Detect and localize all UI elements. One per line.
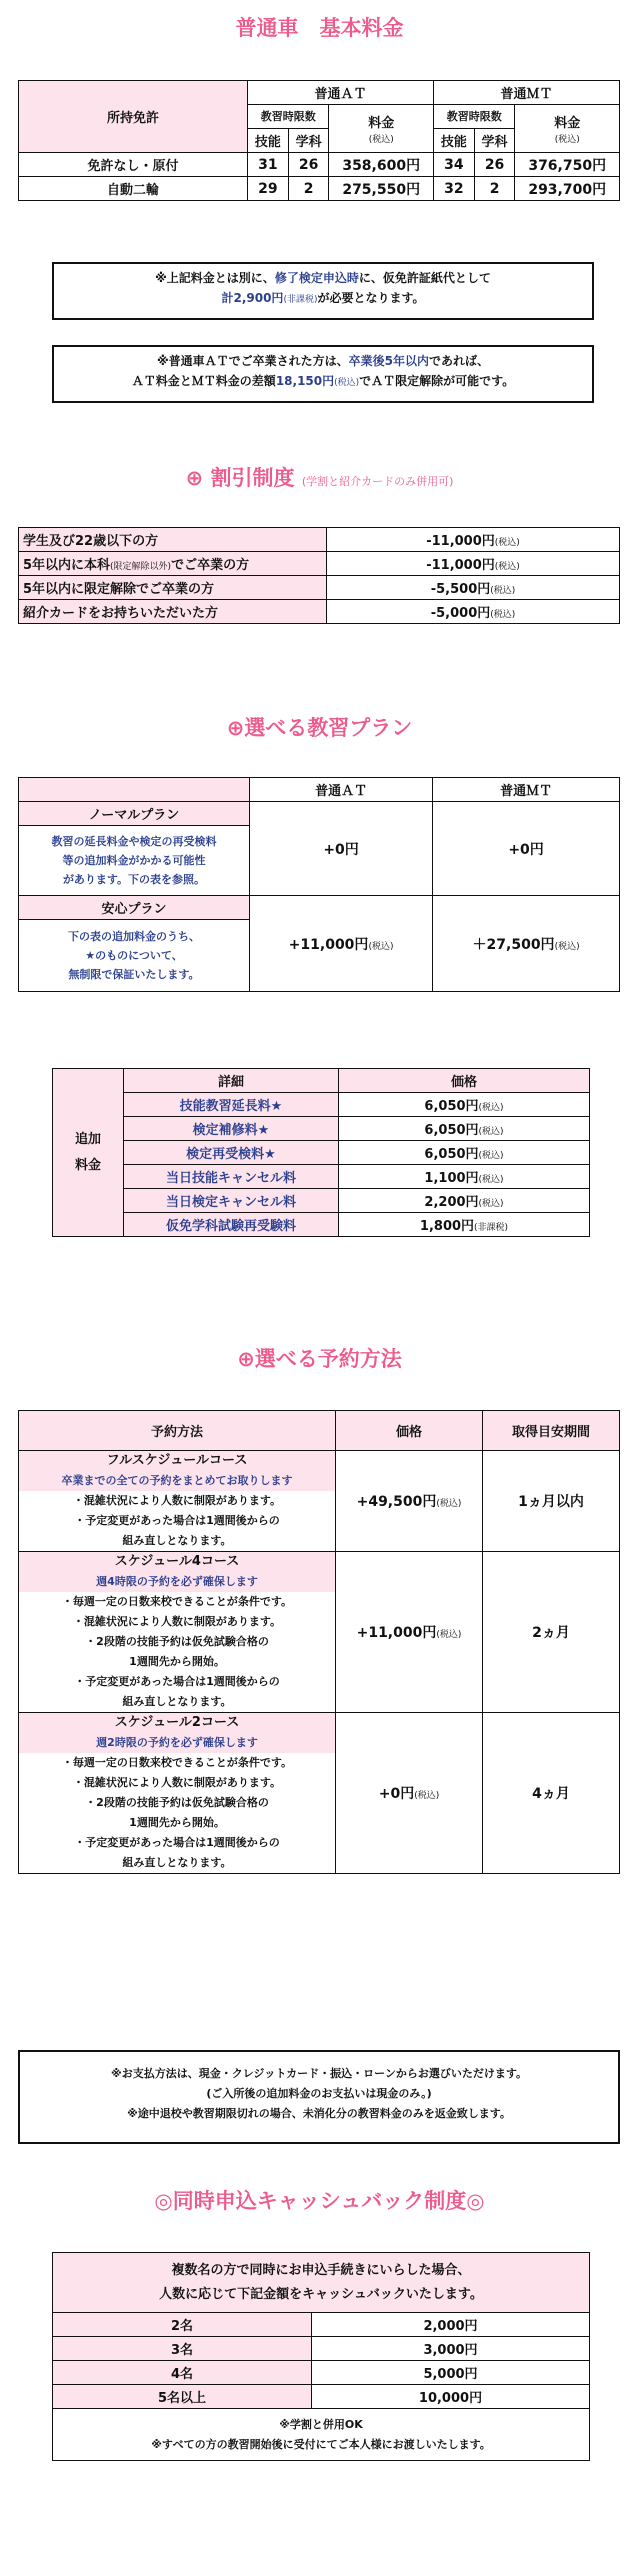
- extra-fee-table: 追加 料金 詳細 価格 技能教習延長料★ 6,050円(税込) 検定補修料★ 6,050円(税込) 検定再受検料★ 6,050円(税込) 当日技能キャンセル料 1,100円(税込) 当日検定キャンセル料 2,200円(税込) 仮免学科試験再受験料 1,800円(非課税): [52, 1068, 590, 1237]
- cashback-footnote: ※学割と併用OK ※すべての方の教習開始後に受付にてご本人様にお渡しいたします。: [53, 2409, 590, 2461]
- table-row: 2名 2,000円: [53, 2313, 590, 2337]
- table-row: 免許なし・原付 31 26 358,600円 34 26 376,750円: [19, 153, 620, 177]
- mt-header: 普通ＭＴ: [433, 81, 619, 105]
- table-row: フルスケジュールコース 卒業までの全ての予約をまとめてお取りします ・混雑状況により人数に制限があります。 ・予定変更があった場合は1週間後からの 組み直しとなります。 +49,500円(税込) 1ヵ月以内: [19, 1451, 620, 1552]
- payment-note: ※お支払方法は、現金・クレジットカード・振込・ローンからお選びいただけます。 (ご入所後の追加料金のお支払いは現金のみ。) ※途中退校や教習期限切れの場合、未消化分の教習料金のみを返金致します。: [18, 2050, 620, 2144]
- license-header: 所持免許: [19, 81, 248, 153]
- table-row: 技能教習延長料★ 6,050円(税込): [53, 1093, 590, 1117]
- at-fee-header: 料金 (税込): [329, 105, 434, 153]
- mt-hours-header: 教習時限数: [433, 105, 514, 129]
- at-limit-note: ※普通車ＡＴでご卒業された方は、卒業後5年以内であれば、 ＡＴ料金とＭＴ料金の差額18,150円(税込)でＡＴ限定解除が可能です。: [52, 345, 594, 403]
- safe-plan-name: 安心プラン: [19, 896, 250, 920]
- plan-at-header: 普通ＡＴ: [250, 778, 433, 802]
- course2-cell: スケジュール2コース 週2時限の予約を必ず確保します ・毎週一定の日数来校できることが条件です。 ・混雑状況により人数に制限があります。 ・2段階の技能予約は仮免試験合格の 1週間先から開始。 ・予定変更があった場合は1週間後からの 組み直しとなります。: [19, 1713, 336, 1874]
- table-row: 5名以上 10,000円: [53, 2385, 590, 2409]
- plan-table: 普通ＡＴ 普通ＭＴ ノーマルプラン +0円 +0円 教習の延長料金や検定の再受検料 等の追加料金がかかる可能性 があります。下の表を参照。 安心プラン +11,000円(税込) ＋27,500円(税込) 下の表の追加料金のうち、 ★のものについて、 無制限で保証いたします。: [18, 777, 620, 992]
- table-row: 検定補修料★ 6,050円(税込): [53, 1117, 590, 1141]
- normal-plan-name: ノーマルプラン: [19, 802, 250, 826]
- basic-fee-title: 普通車 基本料金: [235, 16, 404, 40]
- discount-title: ⊕ 割引制度 (学割と紹介カードのみ併用可): [185, 466, 454, 490]
- mt-theory-header: 学科: [474, 129, 515, 153]
- plan-title: ⊕選べる教習プラン: [226, 716, 413, 740]
- table-row: 3名 3,000円: [53, 2337, 590, 2361]
- table-row: 5年以内に本科(限定解除以外)でご卒業の方 -11,000円(税込): [19, 552, 620, 576]
- table-row: スケジュール4コース 週4時限の予約を必ず確保します ・毎週一定の日数来校できることが条件です。 ・混雑状況により人数に制限があります。 ・2段階の技能予約は仮免試験合格の 1週間先から開始。 ・予定変更があった場合は1週間後からの 組み直しとなります。 +11,000円(税込) 2ヵ月: [19, 1552, 620, 1713]
- normal-plan-desc: 教習の延長料金や検定の再受検料 等の追加料金がかかる可能性 があります。下の表を参照。: [19, 826, 250, 896]
- discount-table: [18, 527, 620, 624]
- at-hours-header: 教習時限数: [248, 105, 329, 129]
- mt-fee-header: 料金 (税込): [515, 105, 620, 153]
- basic-fee-table: [18, 80, 620, 201]
- permit-fee-note: ※上記料金とは別に、修了検定申込時に、仮免許証紙代として 計2,900円(非課税)が必要となります。: [52, 262, 594, 320]
- table-row: 仮免学科試験再受験料 1,800円(非課税): [53, 1213, 590, 1237]
- table-row: 当日検定キャンセル料 2,200円(税込): [53, 1189, 590, 1213]
- table-row: 4名 5,000円: [53, 2361, 590, 2385]
- table-row: 学生及び22歳以下の方 -11,000円(税込): [19, 528, 620, 552]
- cashback-title: ◎同時申込キャッシュバック制度◎: [154, 2189, 485, 2213]
- table-row: 当日技能キャンセル料 1,100円(税込): [53, 1165, 590, 1189]
- table-row: 紹介カードをお持ちいただいた方 -5,000円(税込): [19, 600, 620, 624]
- table-row: 5年以内に限定解除でご卒業の方 -5,500円(税込): [19, 576, 620, 600]
- mt-skill-header: 技能: [433, 129, 474, 153]
- reserve-title: ⊕選べる予約方法: [237, 1347, 402, 1371]
- at-header: 普通ＡＴ: [248, 81, 434, 105]
- safe-plan-desc: 下の表の追加料金のうち、 ★のものについて、 無制限で保証いたします。: [19, 920, 250, 992]
- table-row: 検定再受検料★ 6,050円(税込): [53, 1141, 590, 1165]
- full-course-cell: フルスケジュールコース 卒業までの全ての予約をまとめてお取りします ・混雑状況により人数に制限があります。 ・予定変更があった場合は1週間後からの 組み直しとなります。: [19, 1451, 336, 1552]
- at-skill-header: 技能: [248, 129, 289, 153]
- table-row: スケジュール2コース 週2時限の予約を必ず確保します ・毎週一定の日数来校できることが条件です。 ・混雑状況により人数に制限があります。 ・2段階の技能予約は仮免試験合格の 1週間先から開始。 ・予定変更があった場合は1週間後からの 組み直しとなります。 +0円(税込) 4ヵ月: [19, 1713, 620, 1874]
- cashback-table: 複数名の方で同時にお申込手続きにいらした場合、 人数に応じて下記金額をキャッシュバックいたします。 2名 2,000円 3名 3,000円 4名 5,000円 5名以上 10,000円 ※学割と併用OK ※すべての方の教習開始後に受付にてご本人様にお渡しいたします。: [52, 2252, 590, 2461]
- table-row: 自動二輪 29 2 275,550円 32 2 293,700円: [19, 177, 620, 201]
- extra-fee-side-label: 追加 料金: [53, 1069, 124, 1237]
- reserve-table: 予約方法 価格 取得目安期間 フルスケジュールコース 卒業までの全ての予約をまとめてお取りします ・混雑状況により人数に制限があります。 ・予定変更があった場合は1週間後からの 組み直しとなります。 +49,500円(税込) 1ヵ月以内 スケジュール4コース 週4時限の予約を必ず確保します ・毎週一定の日数来校できることが条件です。 ・混雑状況により人数に制限があります。 ・2段階の技能予約は仮免試験合格の 1週間先から開始。 ・予定変更があった場合は1週間後からの 組み直しとなります。 +11,000円(税込) 2ヵ月 スケジュール2コース 週2時限の予約を必ず確保します ・毎週一定の日数来校できることが条件です。 ・混雑状況により人数に制限があります。 ・2段階の技能予約は仮免試験合格の 1週間先から開始。 ・予定変更があった場合は1週間後からの 組み直しとなります。 +0円(税込) 4ヵ月: [18, 1410, 620, 1874]
- plan-mt-header: 普通ＭＴ: [433, 778, 620, 802]
- course4-cell: スケジュール4コース 週4時限の予約を必ず確保します ・毎週一定の日数来校できることが条件です。 ・混雑状況により人数に制限があります。 ・2段階の技能予約は仮免試験合格の 1週間先から開始。 ・予定変更があった場合は1週間後からの 組み直しとなります。: [19, 1552, 336, 1713]
- at-theory-header: 学科: [288, 129, 329, 153]
